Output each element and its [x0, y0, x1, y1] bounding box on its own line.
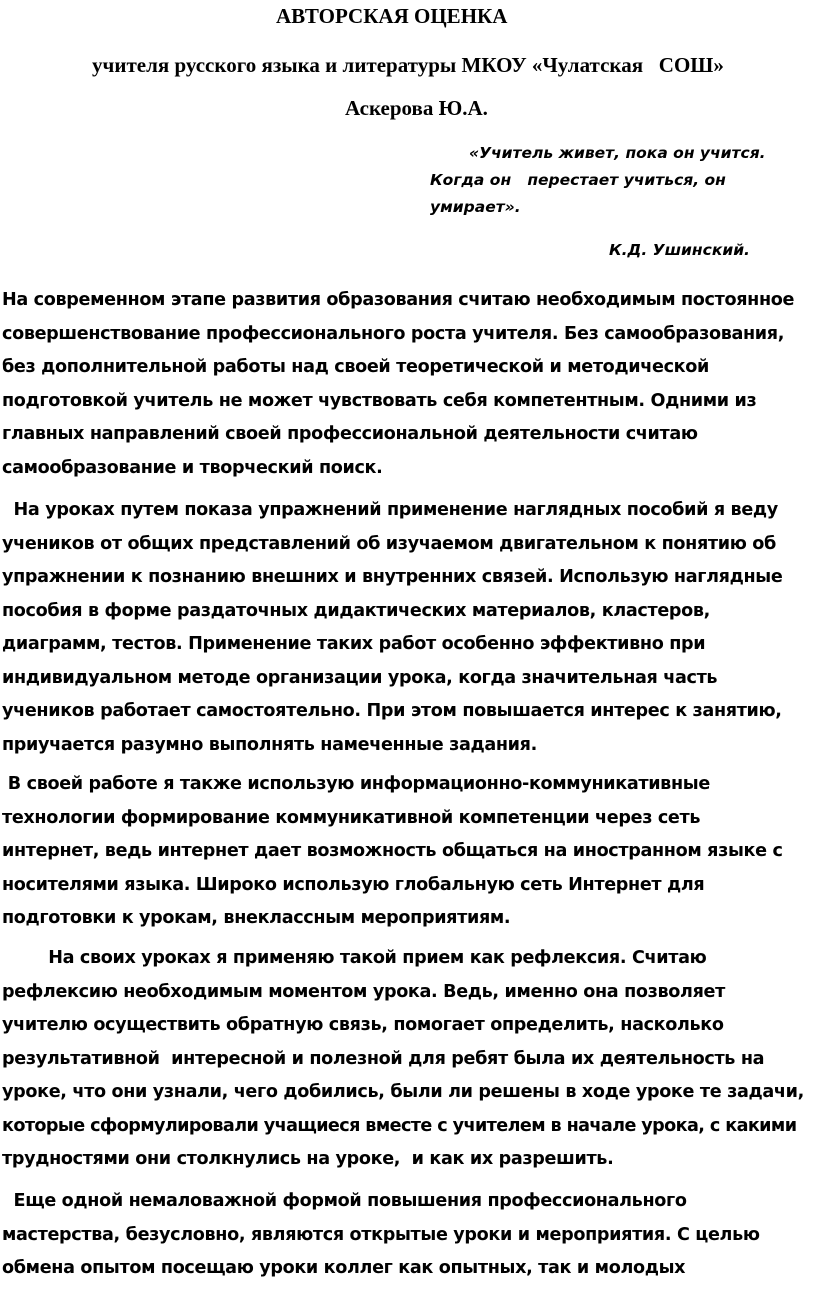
- paragraph-line: интернет, ведь интернет дает возможность общаться на иностранном языке с: [2, 841, 783, 861]
- epigraph-line: Когда он перестает учиться, он: [430, 171, 726, 189]
- paragraph: [2, 494, 782, 762]
- paragraph: [2, 942, 804, 1177]
- paragraph-line: упражнении к познанию внешних и внутренних связей. Использую наглядные: [2, 567, 783, 587]
- paragraph-line: обмена опытом посещаю уроки коллег как опытных, так и молодых: [2, 1258, 686, 1278]
- paragraph-line: которые сформулировали учащиеся вместе с учителем в начале урока, с какими: [2, 1115, 797, 1136]
- paragraph-line: без дополнительной работы над своей теоретической и методической: [2, 357, 709, 377]
- paragraph-line: На уроках путем показа упражнений применение наглядных пособий я веду: [2, 500, 778, 520]
- epigraph-attribution: К.Д. Ушинский.: [609, 241, 750, 259]
- paragraph-line: учеников от общих представлений об изучаемом двигательном к понятию об: [2, 533, 776, 554]
- author-name: Аскерова Ю.А.: [345, 96, 488, 120]
- paragraph-line: Еще одной немаловажной формой повышения профессионального: [2, 1191, 687, 1211]
- paragraph-line: результативной интересной и полезной для ребят была их деятельность на: [2, 1048, 765, 1069]
- paragraph-line: подготовки к урокам, внеклассным мероприятиям.: [2, 908, 511, 928]
- paragraph-line: самообразование и творческий поиск.: [2, 457, 383, 478]
- paragraph-line: На своих уроках я применяю такой прием как рефлексия. Считаю: [2, 948, 707, 968]
- paragraph-line: пособия в форме раздаточных дидактических материалов, кластеров,: [2, 600, 711, 621]
- paragraph-line: диаграмм, тестов. Применение таких работ особенно эффективно при: [2, 634, 706, 654]
- paragraph-line: рефлексию необходимым моментом урока. Ведь, именно она позволяет: [2, 981, 725, 1002]
- paragraph-line: технологии формирование коммуникативной компетенции через сеть: [2, 807, 701, 828]
- paragraph-line: уроке, что они узнали, чего добились, были ли решены в ходе уроке те задачи,: [2, 1082, 804, 1102]
- paragraph: [2, 768, 783, 936]
- document-subtitle: учителя русского языка и литературы МКОУ «Чулатская СОШ»: [92, 53, 724, 77]
- epigraph-line: «Учитель живет, пока он учится.: [469, 144, 766, 162]
- paragraph-line: учителю осуществить обратную связь, помогает определить, насколько: [2, 1015, 724, 1035]
- paragraph-line: На современном этапе развития образования считаю необходимым постоянное: [2, 290, 795, 310]
- paragraph-line: В своей работе я также использую информационно-коммуникативные: [2, 774, 710, 794]
- paragraph-line: мастерства, безусловно, являются открытые уроки и мероприятия. С целью: [2, 1224, 760, 1245]
- paragraph-line: индивидуальном методе организации урока, когда значительная часть: [2, 667, 718, 688]
- paragraph: [2, 1185, 760, 1286]
- paragraph-line: приучается разумно выполнять намеченные задания.: [2, 734, 537, 755]
- document-title: АВТОРСКАЯ ОЦЕНКА: [276, 4, 508, 28]
- paragraph-line: учеников работает самостоятельно. При этом повышается интерес к занятию,: [2, 701, 782, 721]
- paragraph-line: подготовкой учитель не может чувствовать себя компетентным. Одними из: [2, 390, 757, 411]
- paragraph: [2, 284, 794, 485]
- epigraph-line: умирает».: [430, 198, 521, 216]
- paragraph-line: носителями языка. Широко использую глобальную сеть Интернет для: [2, 874, 705, 895]
- paragraph-line: трудностями они столкнулись на уроке, и как их разрешить.: [2, 1149, 614, 1169]
- paragraph-line: главных направлений своей профессиональной деятельности считаю: [2, 424, 698, 444]
- paragraph-line: совершенствование профессионального роста учителя. Без самообразования,: [2, 323, 785, 344]
